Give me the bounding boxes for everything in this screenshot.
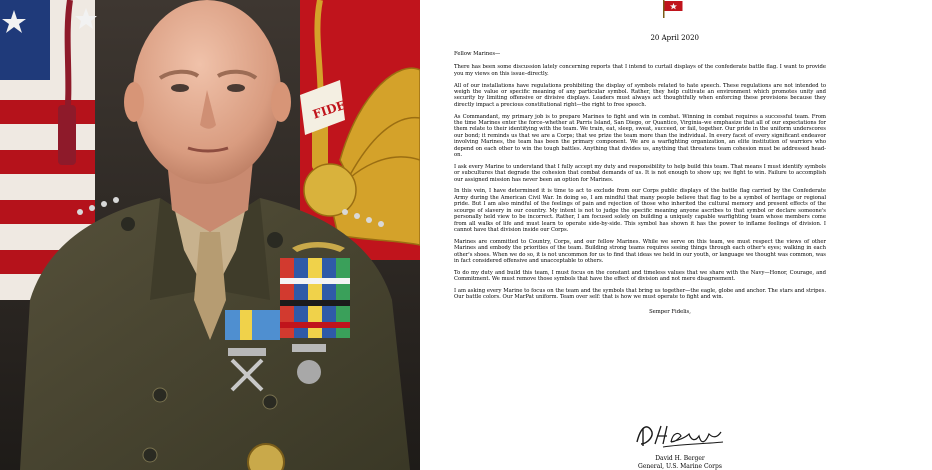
letter-paragraph: To do my duty and build this team, I must focus on the constant and timeless values that we share with the Navy—Honor, Courage, and Commitment. We must remove those symbols that have the effect of division and not mere disagreement. [454, 269, 826, 283]
collar-device-icon [267, 232, 283, 248]
belt-emblem-icon [248, 444, 284, 470]
letter-salutation: Fellow Marines— [454, 51, 501, 57]
letter-closing: Semper Fidelis, [649, 308, 691, 315]
letter-paragraph: There has been some discussion lately concerning reports that I intend to curtail displays of the confederate battle flag. I want to provide you my views on this issue–directly. [454, 64, 826, 77]
letter-paragraph: In this vein, I have determined it is time to act to exclude from our Corps public displays of the battle flag carried by the Confederate Army during the American Civil War. In doing so, I am mindful that many people believe that flag to be a symbol of heritage or regional pride. But I am also mindful of the feelings of pain and rejection of those who inherited the cultural memory and present effects of the scourge of slavery in our country. My intent is not to judge the specific meaning anyone ascribes to that symbol or declare someone's personally held view to be incorrect. Rather, I am focused solely on building a uniquely capable warfighting team whose members come from all walks of life and must learn to operate side-by-side. This symbol has shown it has the power to inflame feelings of division. I cannot have that division inside our Corps. [454, 188, 826, 234]
letter-body [454, 51, 826, 320]
portrait-photo [0, 0, 420, 470]
letter-paragraph: All of our installations have regulations prohibiting the display of symbols related to hate speech. These regulations are not intended to weigh the value or specific meaning of any particular symbol. Rather, they help cultivate an environment which promotes unity and security by limiting offensive or divisive displays. Leaders must always act thoughtfully when enforcing these provisions because they directly impact a precious constitutional right—the right to free speech. [454, 82, 826, 108]
letter-date: 20 April 2020 [650, 34, 699, 42]
letter-paragraph: Marines are committed to Country, Corps, and our fellow Marines. While we serve on this team, we must respect the views of other Marines and embody the priorities of the team. Building strong teams requires seeing things through each other's eyes; walking in each other's shoes. When we do so, it is not uncommon for us to find that ideas we held in our youth, or language we thought was common, was in fact considered offensive and unacceptable to others. [454, 238, 826, 265]
signer-name: David H. Berger [655, 455, 705, 462]
signature-image [633, 420, 725, 450]
letter-paragraph: I am asking every Marine to focus on the team and the symbols that bring us together—the eagle, globe and anchor. The stars and stripes. Our battle colors. Our MarPat uniform. Team over self: that is how we must operate to fight and win. [454, 287, 826, 301]
commandant-flag-icon [660, 0, 686, 18]
letter-paragraph: As Commandant, my primary job is to prepare Marines to fight and win in combat. Winning in combat requires a successful team. From the time Marines enter the force–whether at Parris Island, San Diego, or Quantico, Virginia–we emphasize that all of our expectations for them relate to their identifying with the team. We train, eat, sleep, sweat, succeed, or fail, together. Our pride in the uniform underscores our bond; it reminds us that we are a Corps; that we prize the team more than the individual. In every facet of every significant endeavor involving Marines, the team has been the primary component. We are a warfighting organization, an elite institution of warriors who depend on each other to win the tough battles. Anything that divides us, anything that threatens team cohesion must be addressed head-on. [454, 113, 826, 159]
banner-text: FIDE [310, 97, 348, 122]
letter-paragraph: I ask every Marine to understand that I fully accept my duty and responsibility to help build this team. That means I must identify symbols or subcultures that degrade the cohesion that combat demands of us. It is not enough to show up; we fight to win. Failure to accomplish our assigned mission has never been an option for Marines. [454, 163, 826, 183]
signer-title: General, U.S. Marine Corps [638, 463, 722, 470]
portrait-illustration [0, 0, 420, 470]
